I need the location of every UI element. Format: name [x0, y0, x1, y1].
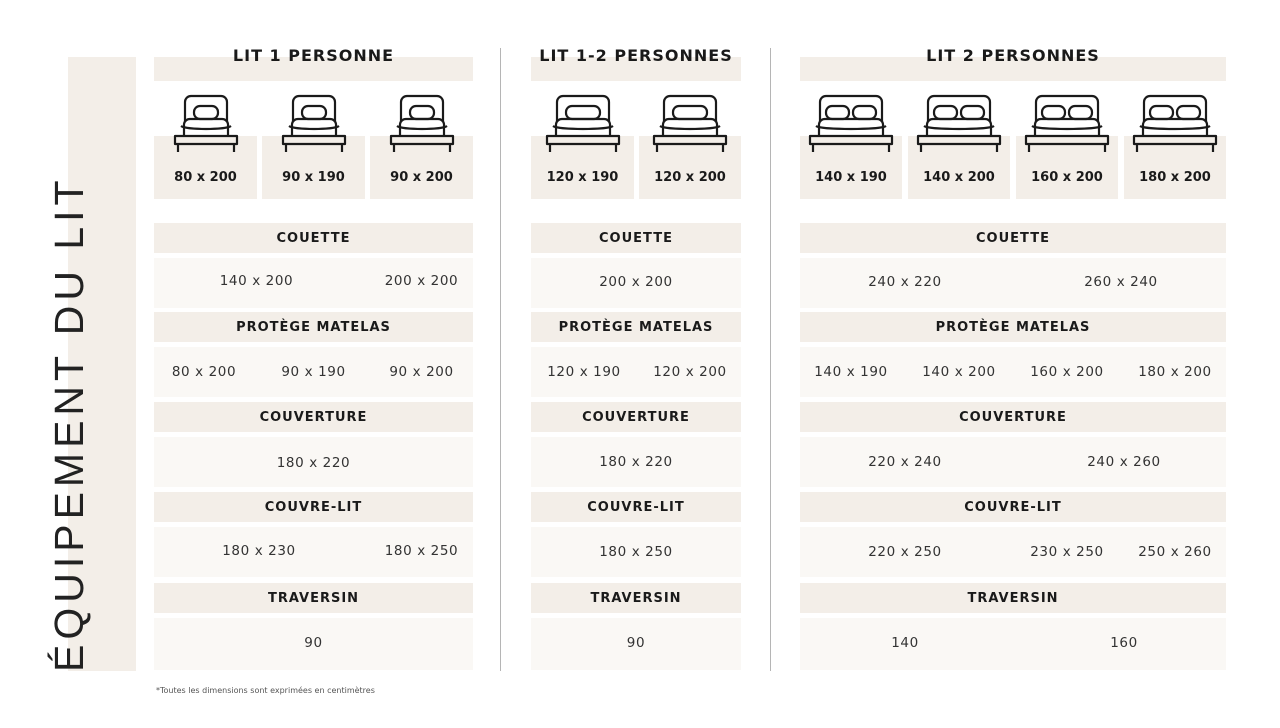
value-couette: 260 x 240 — [1084, 274, 1158, 290]
double-bed-icon — [908, 92, 1010, 154]
group-title-lit-2-personnes: LIT 2 PERSONNES — [926, 46, 1100, 65]
single-bed-icon — [154, 92, 257, 154]
section-header-couette: COUETTE — [800, 223, 1226, 253]
value-protege-matelas: 120 x 190 — [547, 364, 621, 380]
wide-bed-icon — [639, 92, 741, 154]
value-protege-matelas: 180 x 200 — [1138, 364, 1212, 380]
section-header-protege-matelas: PROTÈGE MATELAS — [531, 312, 741, 342]
page-title: ÉQUIPEMENT DU LIT — [46, 175, 92, 672]
value-couette: 140 x 200 — [219, 273, 294, 289]
column-divider — [500, 48, 501, 671]
value-protege-matelas: 80 x 200 — [171, 364, 237, 380]
size-label: 160 x 200 — [1031, 170, 1103, 185]
size-label: 140 x 190 — [815, 170, 887, 185]
value-couette: 200 x 200 — [599, 274, 673, 290]
value-traversin: 90 — [304, 635, 323, 651]
value-couvre-lit: 250 x 260 — [1138, 544, 1212, 560]
section-header-couette: COUETTE — [154, 223, 473, 253]
size-label: 180 x 200 — [1139, 170, 1211, 185]
value-couette: 240 x 220 — [868, 274, 942, 290]
wide-bed-icon — [531, 92, 634, 154]
value-couverture: 180 x 220 — [599, 454, 673, 470]
double-bed-icon — [1124, 92, 1226, 154]
section-header-couverture: COUVERTURE — [800, 402, 1226, 432]
value-couvre-lit: 220 x 250 — [868, 544, 942, 560]
section-header-protege-matelas: PROTÈGE MATELAS — [154, 312, 473, 342]
value-couvre-lit: 180 x 250 — [384, 543, 459, 559]
section-header-couette: COUETTE — [531, 223, 741, 253]
size-label: 90 x 190 — [282, 170, 345, 185]
size-label: 90 x 200 — [390, 170, 453, 185]
value-traversin: 160 — [1110, 635, 1138, 651]
value-protege-matelas: 90 x 200 — [389, 364, 454, 380]
single-bed-icon — [370, 92, 473, 154]
value-couvre-lit: 230 x 250 — [1030, 544, 1104, 560]
section-header-couvre-lit: COUVRE-LIT — [531, 492, 741, 522]
section-header-couvre-lit: COUVRE-LIT — [800, 492, 1226, 522]
section-header-couverture: COUVERTURE — [154, 402, 473, 432]
section-header-couverture: COUVERTURE — [531, 402, 741, 432]
column-divider — [770, 48, 771, 671]
value-couverture: 180 x 220 — [276, 455, 351, 471]
single-bed-icon — [262, 92, 365, 154]
section-header-traversin: TRAVERSIN — [154, 583, 473, 613]
group-title-lit-1-2-personnes: LIT 1-2 PERSONNES — [539, 46, 733, 65]
value-traversin: 90 — [626, 635, 646, 651]
value-protege-matelas: 140 x 200 — [922, 364, 996, 380]
double-bed-icon — [1016, 92, 1118, 154]
value-couverture: 240 x 260 — [1087, 454, 1161, 470]
value-protege-matelas: 140 x 190 — [814, 364, 888, 380]
value-couvre-lit: 180 x 230 — [222, 543, 296, 559]
footnote: *Toutes les dimensions sont exprimées en centimètres — [156, 686, 375, 695]
group-title-lit-1-personne: LIT 1 PERSONNE — [232, 46, 395, 65]
size-label: 120 x 190 — [546, 170, 619, 185]
size-label: 120 x 200 — [654, 170, 726, 185]
section-header-traversin: TRAVERSIN — [800, 583, 1226, 613]
size-label: 140 x 200 — [923, 170, 995, 185]
value-traversin: 140 — [891, 635, 919, 651]
size-label: 80 x 200 — [174, 170, 237, 185]
value-protege-matelas: 160 x 200 — [1030, 364, 1104, 380]
value-protege-matelas: 120 x 200 — [653, 364, 727, 380]
value-couverture: 220 x 240 — [868, 454, 942, 470]
double-bed-icon — [800, 92, 902, 154]
section-header-couvre-lit: COUVRE-LIT — [154, 492, 473, 522]
section-header-protege-matelas: PROTÈGE MATELAS — [800, 312, 1226, 342]
value-couette: 200 x 200 — [384, 273, 459, 289]
section-header-traversin: TRAVERSIN — [531, 583, 741, 613]
value-protege-matelas: 90 x 190 — [281, 364, 346, 380]
value-couvre-lit: 180 x 250 — [599, 544, 673, 560]
